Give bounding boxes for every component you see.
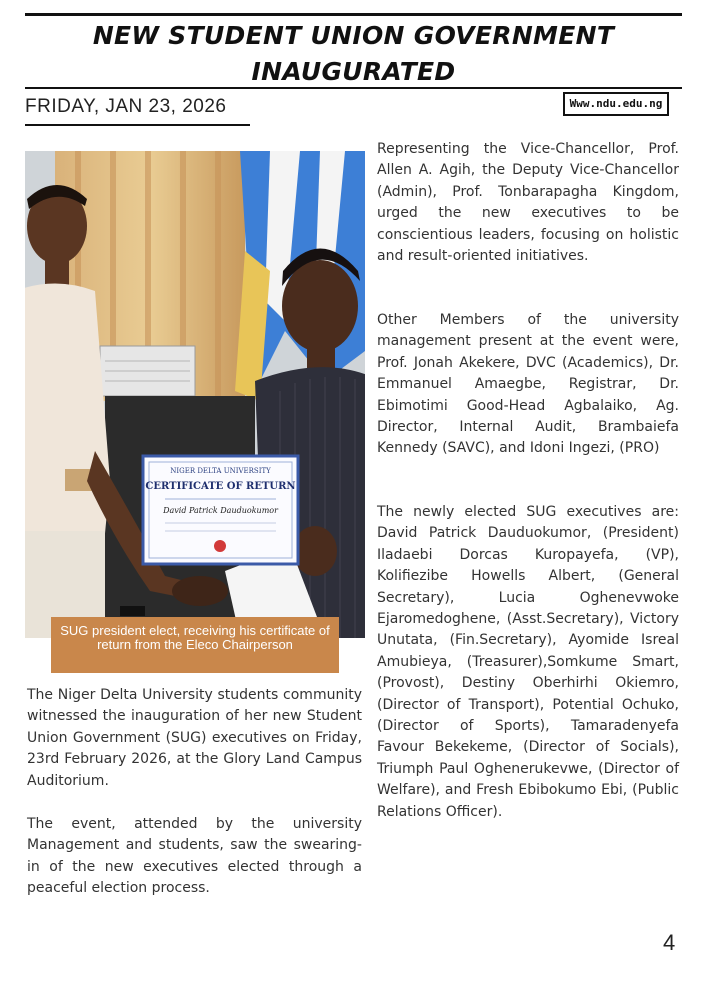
certificate-name: David Patrick Dauduokumor: [163, 506, 278, 515]
event-photo: [25, 151, 365, 638]
title-underline: [25, 87, 682, 89]
page-number: 4: [663, 930, 676, 955]
certificate-university: NIGER DELTA UNIVERSITY: [170, 467, 271, 475]
right-paragraph-2: Other Members of the university management present at the event were, Prof. Jonah Akekere, DVC (Academics), Dr. Emmanuel Amaegbe, Registrar, Dr. Ebimotimi Good-Head Agbalaiko, Ag. Director, Internal Audit, Brambaiefa Kennedy (SAVC), and Idoni Ingezi, (PRO): [377, 312, 679, 457]
headline: NEW STUDENT UNION GOVERNMENT INAUGURATED: [92, 21, 615, 86]
certificate-title: CERTIFICATE OF RETURN: [145, 481, 296, 492]
right-paragraph-1: Representing the Vice-Chancellor, Prof. Allen A. Agih, the Deputy Vice-Chancellor (Admin), Prof. Tonbarapagha Kingdom, urged the new executives to be conscientious leaders, focusing on holistic and result-oriented initiatives.: [377, 141, 679, 265]
website-link[interactable]: Www.ndu.edu.ng: [563, 92, 669, 116]
left-paragraph-2: The event, attended by the university Management and students, saw the swearing-in of the new executives elected through a peaceful election process.: [27, 816, 362, 897]
issue-date: FRIDAY, JAN 23, 2026: [25, 96, 227, 117]
date-underline: [25, 124, 250, 126]
right-paragraph-3: The newly elected SUG executives are: David Patrick Dauduokumor, (President) Iladaebi Dorcas Kuropayefa, (VP), Kolifiezibe Howells Albert, (General Secretary), Lucia Oghenevwoke Ejaromedoghene, (Asst.Secretary), Victory Unutata, (Fin.Secretary), Ayomide Isreal Amubieya, (Treasurer),Somkume Smart, (Provost), Destiny Oberhirhi Okiemro, (Director of Transport), Potential Ochuko, (Director of Sports), Tamaradenyefa Favour Bekekeme, (Director of Socials), Triumph Paul Oghenerukevwe, (Director of Welfare), and Fresh Ebibokumo Ebi, (Public Relations Officer).: [377, 504, 679, 820]
red-seal-icon: [214, 540, 226, 552]
photo-caption: SUG president elect, receiving his certificate of return from the Eleco Chairperson: [51, 617, 339, 673]
certificate-of-return: [143, 456, 298, 564]
left-paragraph-1: The Niger Delta University students community witnessed the inauguration of her new Student Union Government (SUG) executives on Friday, 23rd February 2026, at the Glory Land Campus Auditorium.: [27, 687, 362, 789]
top-rule: [25, 13, 682, 16]
